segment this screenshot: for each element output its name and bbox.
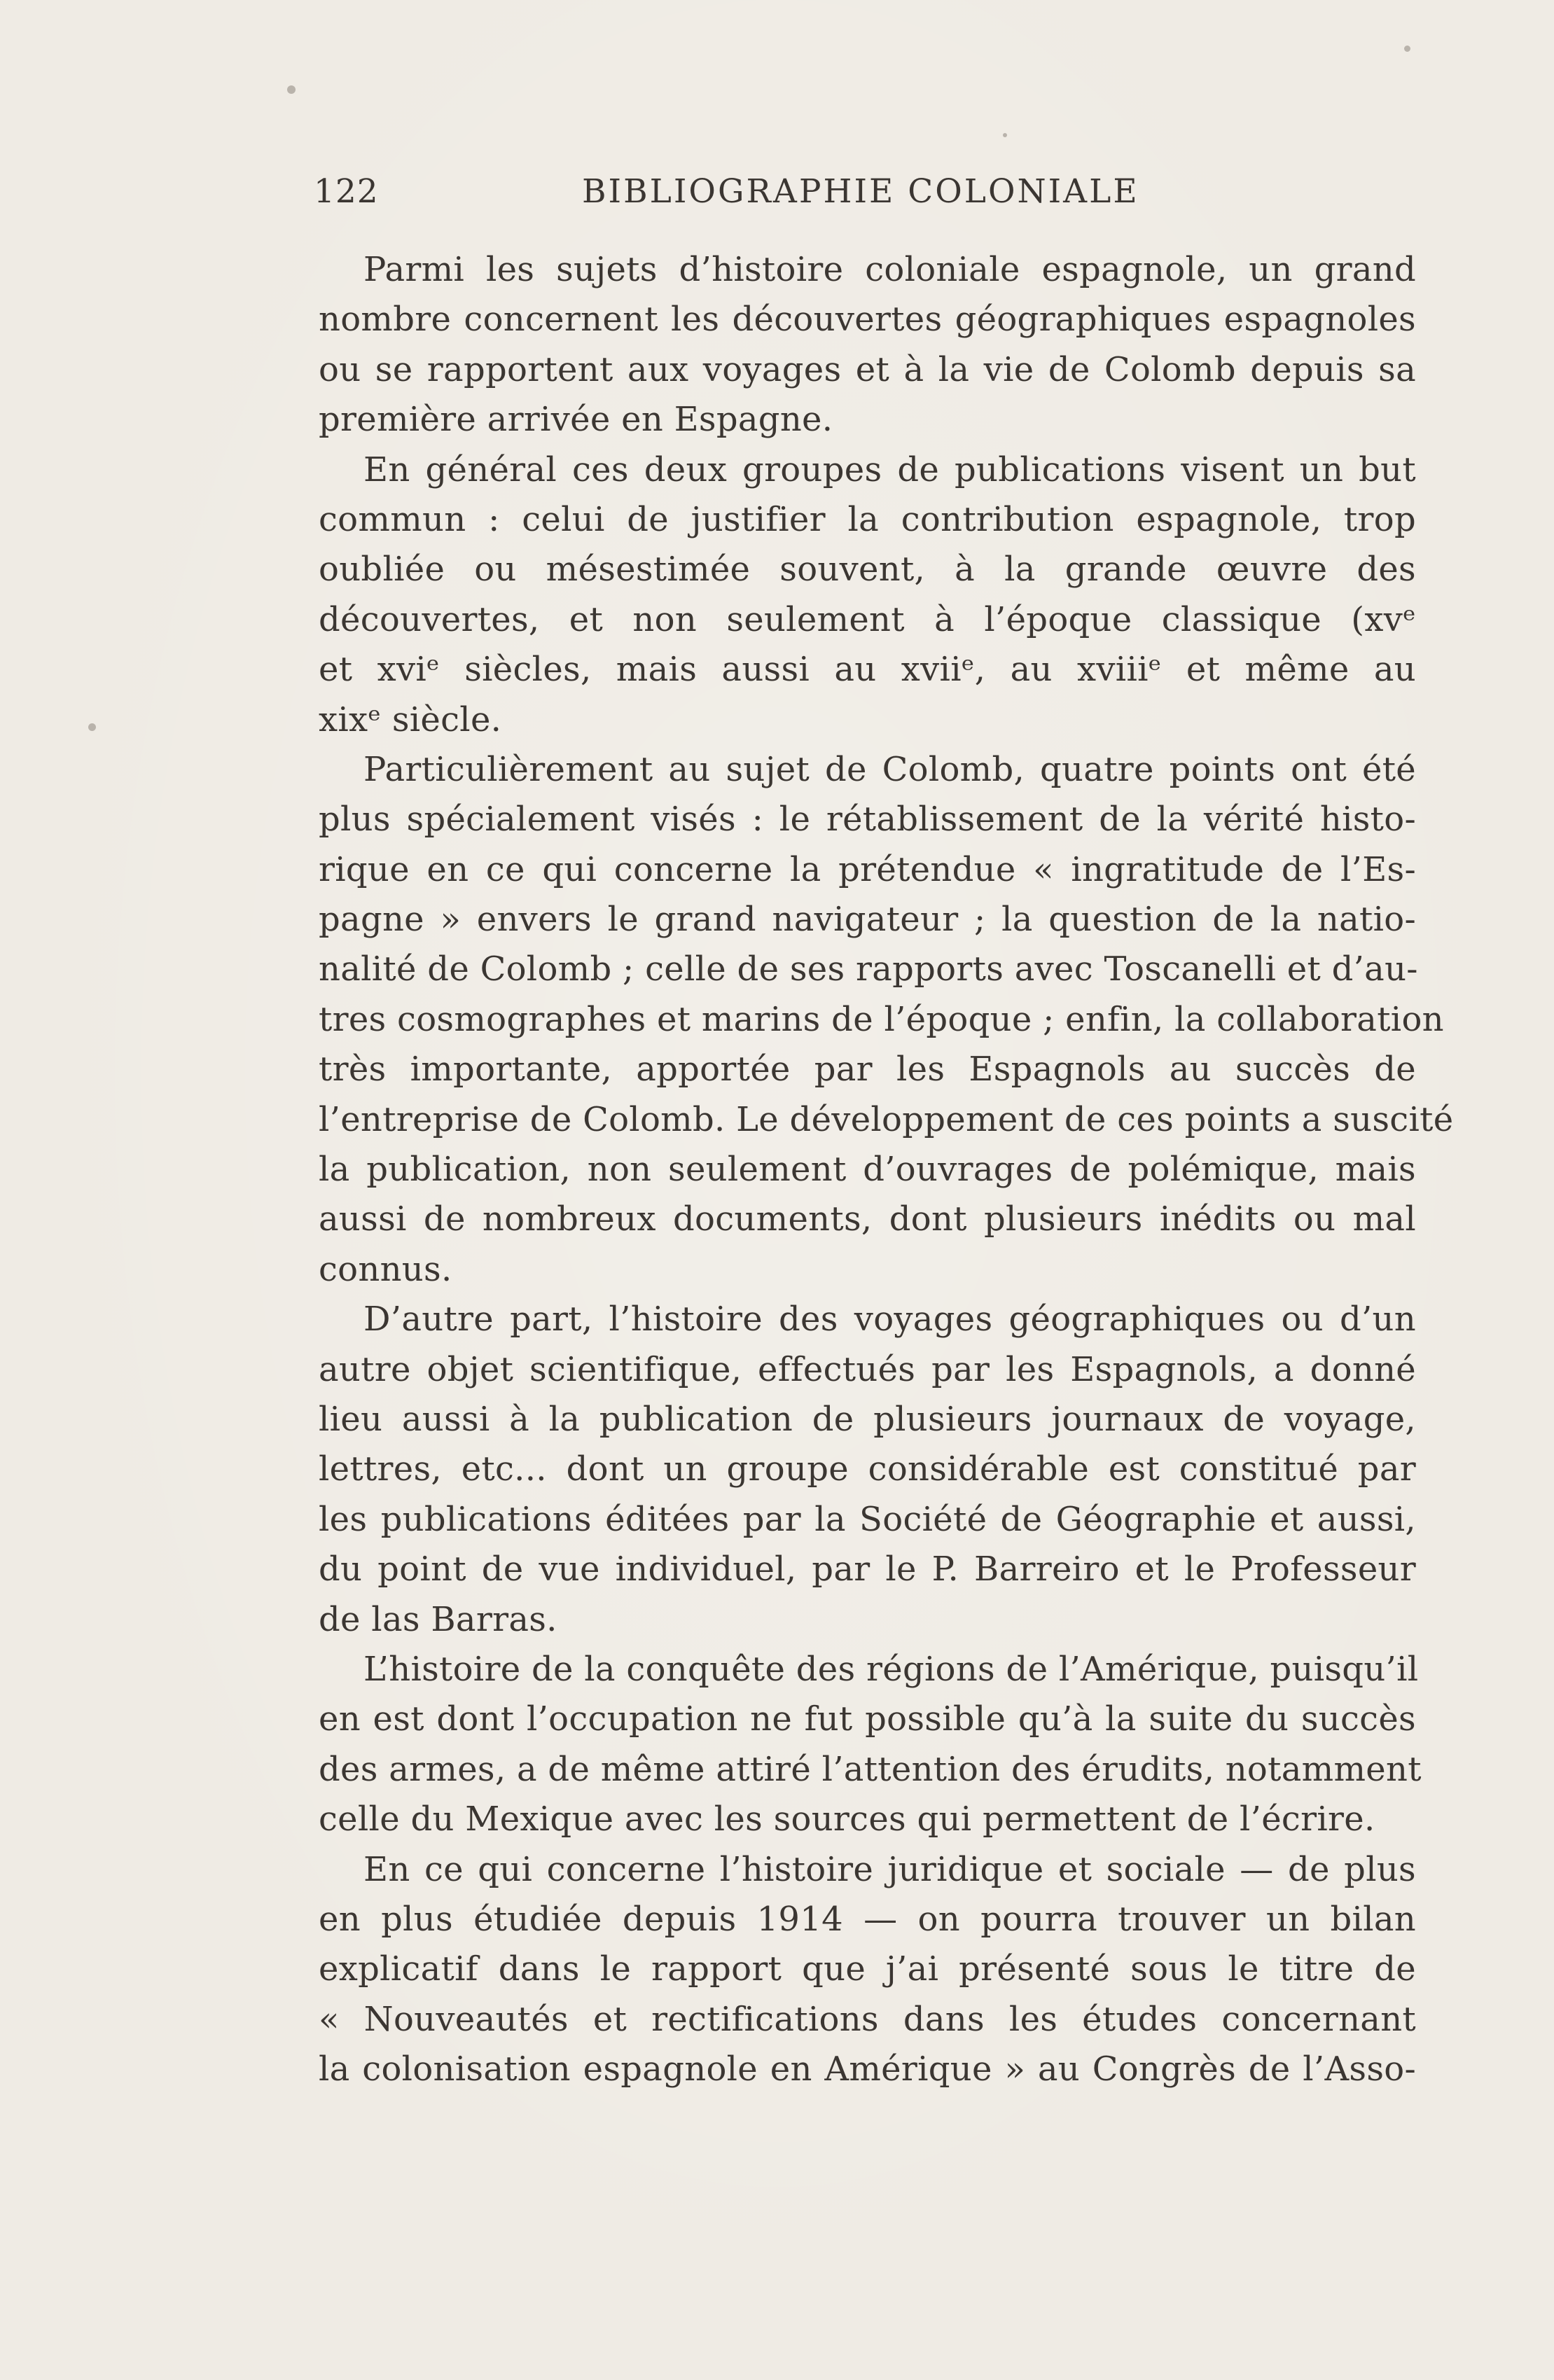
text-line: des armes, a de même attiré l’attention des érudits, notamment	[319, 1749, 1422, 1789]
text-line: de las Barras.	[319, 1599, 557, 1639]
text-line: connus.	[319, 1249, 452, 1289]
text-line: D’autre part, l’histoire des voyages géographiques ou d’un	[363, 1300, 1416, 1339]
text-line: L’histoire de la conquête des régions de l’Amérique, puisqu’il	[363, 1649, 1419, 1689]
text-line: du point de vue individuel, par le P. Barreiro et le Professeur	[319, 1550, 1416, 1589]
text-line: aussi de nombreux documents, dont plusieurs inédits ou mal	[319, 1199, 1416, 1239]
text-line: commun : celui de justifier la contribution espagnole, trop	[319, 499, 1416, 539]
text-line: Particulièrement au sujet de Colomb, quatre points ont été	[363, 749, 1416, 789]
text-line: découvertes, et non seulement à l’époque classique (xvᵉ	[319, 599, 1416, 639]
text-line: nalité de Colomb ; celle de ses rapports avec Toscanelli et d’au-	[319, 949, 1418, 989]
text-line: pagne » envers le grand navigateur ; la question de la natio-	[319, 900, 1416, 940]
text-line: la colonisation espagnole en Amérique » au Congrès de l’Asso-	[319, 2050, 1416, 2089]
text-line: En général ces deux groupes de publications visent un but	[363, 450, 1416, 489]
paper-speck	[1404, 46, 1410, 52]
text-line: Parmi les sujets d’histoire coloniale espagnole, un grand	[363, 250, 1416, 289]
text-line: oubliée ou mésestimée souvent, à la grande œuvre des	[319, 550, 1416, 590]
text-line: première arrivée en Espagne.	[319, 400, 833, 440]
text-line: celle du Mexique avec les sources qui permettent de l’écrire.	[319, 1800, 1375, 1839]
text-line: nombre concernent les découvertes géographiques espagnoles	[319, 300, 1416, 340]
text-line: et xviᵉ siècles, mais aussi au xviiᵉ, au xviiiᵉ et même au	[319, 650, 1416, 690]
running-header	[314, 172, 1144, 221]
body-text	[319, 245, 1454, 2094]
paper-speck	[287, 85, 296, 94]
text-line: la publication, non seulement d’ouvrages de polémique, mais	[319, 1150, 1416, 1190]
page-number: 122	[314, 172, 379, 211]
text-line: En ce qui concerne l’histoire juridique et sociale — de plus	[363, 1849, 1416, 1889]
text-line: tres cosmographes et marins de l’époque ; enfin, la collaboration	[319, 999, 1444, 1039]
paper-speck	[1003, 133, 1007, 137]
text-line: ou se rapportent aux voyages et à la vie de Colomb depuis sa	[319, 349, 1416, 389]
text-line: autre objet scientifique, effectués par les Espagnols, a donné	[319, 1349, 1416, 1389]
text-line: rique en ce qui concerne la prétendue « ingratitude de l’Es-	[319, 849, 1416, 889]
text-line: très importante, apportée par les Espagnols au succès de	[319, 1050, 1416, 1090]
text-line: xixᵉ siècle.	[319, 700, 502, 739]
text-line: les publications éditées par la Société de Géographie et aussi,	[319, 1499, 1416, 1539]
running-title: BIBLIOGRAPHIE COLONIALE	[582, 172, 1139, 211]
text-line: l’entreprise de Colomb. Le développement de ces points a suscité	[319, 1099, 1454, 1139]
text-line: en est dont l’occupation ne fut possible qu’à la suite du succès	[319, 1699, 1416, 1739]
text-line: lieu aussi à la publication de plusieurs journaux de voyage,	[319, 1399, 1416, 1439]
paper-speck	[88, 723, 96, 731]
text-line: explicatif dans le rapport que j’ai présenté sous le titre de	[319, 1949, 1416, 1989]
text-line: plus spécialement visés : le rétablissement de la vérité histo-	[319, 800, 1416, 840]
text-line: en plus étudiée depuis 1914 — on pourra trouver un bilan	[319, 1899, 1416, 1939]
text-line: lettres, etc... dont un groupe considérable est constitué par	[319, 1449, 1416, 1489]
text-line: « Nouveautés et rectifications dans les études concernant	[319, 1999, 1416, 2039]
